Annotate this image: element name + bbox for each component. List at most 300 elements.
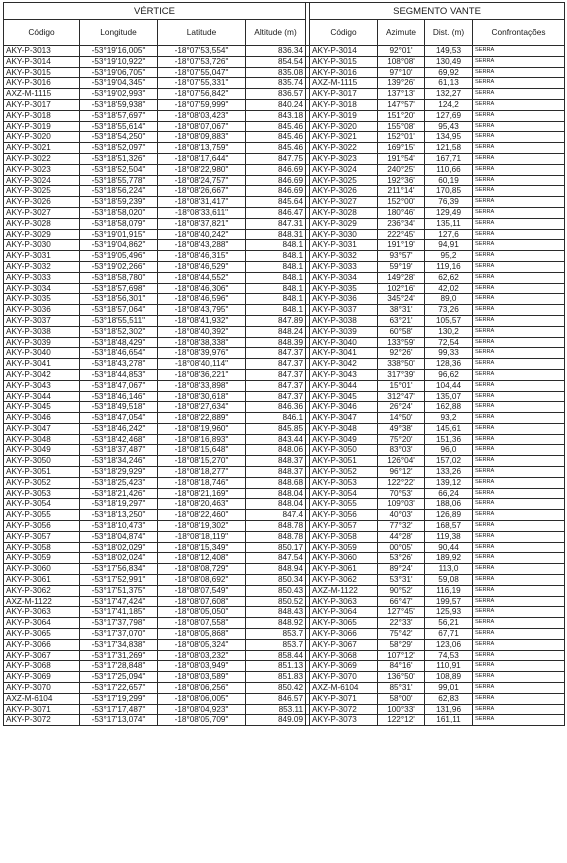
- cell-longitude: -53°19'06,705": [80, 67, 158, 78]
- cell-latitude: -18°07'59,999": [158, 99, 246, 110]
- table-row: [4, 553, 565, 564]
- cell-codigo: AKY-P-3067: [4, 650, 80, 661]
- cell-latitude: -18°08'05,709": [158, 715, 246, 726]
- cell-codigo-vante: AKY-P-3071: [310, 693, 378, 704]
- cell-codigo-vante: AKY-P-3025: [310, 175, 378, 186]
- cell-longitude: -53°17'37,798": [80, 618, 158, 629]
- cell-dist: 76,39: [425, 197, 473, 208]
- cell-dist: 62,83: [425, 693, 473, 704]
- table-body: [4, 46, 565, 726]
- cell-codigo: AKY-P-3015: [4, 67, 80, 78]
- cell-codigo-vante: AKY-P-3050: [310, 445, 378, 456]
- cell-latitude: -18°08'03,589": [158, 672, 246, 683]
- cell-codigo-vante: AKY-P-3054: [310, 488, 378, 499]
- cell-altitude: 848.1: [246, 305, 306, 316]
- table-row: [4, 272, 565, 283]
- cell-latitude: -18°08'18,746": [158, 477, 246, 488]
- cell-codigo-vante: AKY-P-3066: [310, 629, 378, 640]
- cell-altitude: 843.44: [246, 434, 306, 445]
- cell-latitude: -18°07'53,726": [158, 56, 246, 67]
- cell-codigo-vante: AKY-P-3021: [310, 132, 378, 143]
- cell-azimute: 00°05': [378, 542, 425, 553]
- cell-altitude: 848.1: [246, 294, 306, 305]
- cell-altitude: 848.78: [246, 521, 306, 532]
- table-row: [4, 650, 565, 661]
- cell-longitude: -53°18'04,874": [80, 531, 158, 542]
- cell-dist: 61,13: [425, 78, 473, 89]
- cell-codigo: AKY-P-3040: [4, 348, 80, 359]
- table-row: [4, 348, 565, 359]
- cell-azimute: 240°25': [378, 164, 425, 175]
- cell-codigo-vante: AKY-P-3045: [310, 391, 378, 402]
- cell-dist: 56,21: [425, 618, 473, 629]
- cell-dist: 134,95: [425, 132, 473, 143]
- cell-azimute: 169°15': [378, 143, 425, 154]
- cell-azimute: 236°34': [378, 218, 425, 229]
- table-row: [4, 143, 565, 154]
- table-row: [4, 575, 565, 586]
- cell-codigo-vante: AKY-P-3069: [310, 661, 378, 672]
- cell-latitude: -18°08'46,596": [158, 294, 246, 305]
- cell-dist: 127,69: [425, 110, 473, 121]
- cell-azimute: 53°26': [378, 553, 425, 564]
- cell-altitude: 847.4: [246, 510, 306, 521]
- table-row: [4, 715, 565, 726]
- table-row: [4, 391, 565, 402]
- cell-dist: 128,36: [425, 359, 473, 370]
- cell-latitude: -18°08'15,648": [158, 445, 246, 456]
- cell-longitude: -53°17'47,424": [80, 596, 158, 607]
- cell-longitude: -53°18'54,250": [80, 132, 158, 143]
- cell-dist: 199,57: [425, 596, 473, 607]
- cell-longitude: -53°18'29,929": [80, 467, 158, 478]
- table-row: [4, 521, 565, 532]
- cell-latitude: -18°08'22,889": [158, 413, 246, 424]
- table-row: [4, 672, 565, 683]
- cell-longitude: -53°19'01,915": [80, 229, 158, 240]
- table-row: [4, 607, 565, 618]
- cell-longitude: -53°19'16,005": [80, 46, 158, 57]
- cell-latitude: -18°08'43,795": [158, 305, 246, 316]
- cell-longitude: -53°17'56,834": [80, 564, 158, 575]
- cell-latitude: -18°08'06,256": [158, 683, 246, 694]
- col-header-confrontacoes: Confrontações: [473, 20, 565, 46]
- cell-confrontacao: SERRA: [473, 467, 565, 478]
- cell-codigo: AKY-P-3051: [4, 467, 80, 478]
- cell-codigo-vante: AXZ-M-1115: [310, 78, 378, 89]
- cell-altitude: 848.94: [246, 564, 306, 575]
- cell-codigo-vante: AKY-P-3053: [310, 477, 378, 488]
- cell-codigo: AKY-P-3039: [4, 337, 80, 348]
- cell-codigo: AKY-P-3028: [4, 218, 80, 229]
- cell-dist: 96,0: [425, 445, 473, 456]
- cell-latitude: -18°08'40,242": [158, 229, 246, 240]
- cell-codigo-vante: AKY-P-3032: [310, 251, 378, 262]
- cell-codigo: AKY-P-3071: [4, 704, 80, 715]
- cell-dist: 157,02: [425, 456, 473, 467]
- cell-longitude: -53°18'34,246": [80, 456, 158, 467]
- cell-latitude: -18°08'18,277": [158, 467, 246, 478]
- cell-longitude: -53°18'59,938": [80, 99, 158, 110]
- cell-longitude: -53°18'46,146": [80, 391, 158, 402]
- table-row: [4, 186, 565, 197]
- cell-dist: 105,57: [425, 315, 473, 326]
- cell-longitude: -53°17'22,657": [80, 683, 158, 694]
- cell-longitude: -53°18'58,020": [80, 207, 158, 218]
- cell-confrontacao: SERRA: [473, 305, 565, 316]
- cell-latitude: -18°08'04,923": [158, 704, 246, 715]
- cell-altitude: 848.24: [246, 326, 306, 337]
- cell-confrontacao: SERRA: [473, 348, 565, 359]
- cell-altitude: 850.42: [246, 683, 306, 694]
- cell-confrontacao: SERRA: [473, 564, 565, 575]
- table-row: [4, 153, 565, 164]
- table-row: [4, 510, 565, 521]
- cell-codigo: AKY-P-3064: [4, 618, 80, 629]
- cell-confrontacao: SERRA: [473, 326, 565, 337]
- cell-azimute: 15°01': [378, 380, 425, 391]
- cell-codigo: AKY-P-3043: [4, 380, 80, 391]
- table-row: [4, 326, 565, 337]
- cell-latitude: -18°08'15,270": [158, 456, 246, 467]
- cell-codigo: AKY-P-3047: [4, 423, 80, 434]
- cell-confrontacao: SERRA: [473, 715, 565, 726]
- cell-longitude: -53°18'56,224": [80, 186, 158, 197]
- cell-latitude: -18°08'33,898": [158, 380, 246, 391]
- cell-dist: 161,11: [425, 715, 473, 726]
- cell-dist: 74,53: [425, 650, 473, 661]
- cell-codigo-vante: AKY-P-3030: [310, 229, 378, 240]
- cell-codigo-vante: AKY-P-3063: [310, 596, 378, 607]
- table-row: [4, 197, 565, 208]
- cell-longitude: -53°18'55,614": [80, 121, 158, 132]
- cell-codigo-vante: AKY-P-3034: [310, 272, 378, 283]
- cell-latitude: -18°08'22,980": [158, 164, 246, 175]
- table-row: [4, 402, 565, 413]
- cell-latitude: -18°08'19,302": [158, 521, 246, 532]
- cell-longitude: -53°18'51,326": [80, 153, 158, 164]
- cell-confrontacao: SERRA: [473, 488, 565, 499]
- cell-azimute: 89°24': [378, 564, 425, 575]
- cell-confrontacao: SERRA: [473, 67, 565, 78]
- table-row: [4, 251, 565, 262]
- table-row: [4, 596, 565, 607]
- cell-confrontacao: SERRA: [473, 132, 565, 143]
- cell-confrontacao: SERRA: [473, 596, 565, 607]
- cell-azimute: 66°47': [378, 596, 425, 607]
- cell-dist: 110,66: [425, 164, 473, 175]
- cell-longitude: -53°18'37,487": [80, 445, 158, 456]
- cell-latitude: -18°08'33,611": [158, 207, 246, 218]
- col-header-codigo: Código: [4, 20, 80, 46]
- cell-codigo-vante: AKY-P-3036: [310, 294, 378, 305]
- cell-codigo-vante: AKY-P-3064: [310, 607, 378, 618]
- cell-dist: 168,57: [425, 521, 473, 532]
- cell-latitude: -18°08'07,558": [158, 618, 246, 629]
- cell-dist: 93,2: [425, 413, 473, 424]
- cell-altitude: 845.46: [246, 132, 306, 143]
- cell-dist: 113,0: [425, 564, 473, 575]
- cell-longitude: -53°17'51,375": [80, 585, 158, 596]
- cell-codigo-vante: AKY-P-3072: [310, 704, 378, 715]
- cell-altitude: 847.37: [246, 391, 306, 402]
- cell-confrontacao: SERRA: [473, 283, 565, 294]
- cell-confrontacao: SERRA: [473, 672, 565, 683]
- cell-codigo: AKY-P-3018: [4, 110, 80, 121]
- cell-longitude: -53°18'58,780": [80, 272, 158, 283]
- cell-codigo: AKY-P-3053: [4, 488, 80, 499]
- cell-confrontacao: SERRA: [473, 607, 565, 618]
- cell-codigo-vante: AKY-P-3059: [310, 542, 378, 553]
- cell-latitude: -18°08'30,618": [158, 391, 246, 402]
- cell-codigo-vante: AXZ-M-6104: [310, 683, 378, 694]
- cell-azimute: 92°01': [378, 46, 425, 57]
- cell-dist: 135,07: [425, 391, 473, 402]
- cell-altitude: 853.11: [246, 704, 306, 715]
- cell-codigo: AKY-P-3020: [4, 132, 80, 143]
- cell-dist: 89,0: [425, 294, 473, 305]
- cell-confrontacao: SERRA: [473, 164, 565, 175]
- cell-confrontacao: SERRA: [473, 413, 565, 424]
- cell-codigo-vante: AKY-P-3035: [310, 283, 378, 294]
- cell-azimute: 63°21': [378, 315, 425, 326]
- cell-longitude: -53°17'13,074": [80, 715, 158, 726]
- cell-altitude: 848.06: [246, 445, 306, 456]
- cell-altitude: 851.13: [246, 661, 306, 672]
- cell-latitude: -18°08'20,463": [158, 499, 246, 510]
- table-row: [4, 207, 565, 218]
- cell-codigo: AKY-P-3013: [4, 46, 80, 57]
- table-row: [4, 229, 565, 240]
- cell-longitude: -53°19'04,345": [80, 78, 158, 89]
- cell-codigo: AKY-P-3026: [4, 197, 80, 208]
- cell-azimute: 59°19': [378, 261, 425, 272]
- table-row: [4, 261, 565, 272]
- cell-codigo-vante: AKY-P-3070: [310, 672, 378, 683]
- cell-latitude: -18°08'15,349": [158, 542, 246, 553]
- cell-confrontacao: SERRA: [473, 629, 565, 640]
- cell-codigo-vante: AKY-P-3027: [310, 197, 378, 208]
- cell-azimute: 211°14': [378, 186, 425, 197]
- cell-longitude: -53°18'59,239": [80, 197, 158, 208]
- cell-codigo: AXZ-M-1115: [4, 89, 80, 100]
- cell-altitude: 849.09: [246, 715, 306, 726]
- cell-codigo: AKY-P-3014: [4, 56, 80, 67]
- table-row: [4, 46, 565, 57]
- cell-codigo-vante: AKY-P-3024: [310, 164, 378, 175]
- cell-altitude: 847.37: [246, 359, 306, 370]
- col-header-dist: Dist. (m): [425, 20, 473, 46]
- cell-longitude: -53°18'43,278": [80, 359, 158, 370]
- cell-confrontacao: SERRA: [473, 618, 565, 629]
- cell-altitude: 846.57: [246, 693, 306, 704]
- cell-longitude: -53°18'56,301": [80, 294, 158, 305]
- cell-codigo: AKY-P-3057: [4, 531, 80, 542]
- cell-longitude: -53°18'58,079": [80, 218, 158, 229]
- cell-longitude: -53°18'52,302": [80, 326, 158, 337]
- cell-latitude: -18°08'12,408": [158, 553, 246, 564]
- table-row: [4, 99, 565, 110]
- cell-azimute: 83°03': [378, 445, 425, 456]
- cell-altitude: 848.68: [246, 477, 306, 488]
- cell-codigo: AKY-P-3049: [4, 445, 80, 456]
- cell-azimute: 58°29': [378, 639, 425, 650]
- vertice-group-header: VÉRTICE: [4, 3, 306, 20]
- cell-altitude: 847.89: [246, 315, 306, 326]
- cell-azimute: 96°12': [378, 467, 425, 478]
- cell-altitude: 845.85: [246, 423, 306, 434]
- cell-azimute: 192°36': [378, 175, 425, 186]
- cell-confrontacao: SERRA: [473, 499, 565, 510]
- cell-codigo: AKY-P-3072: [4, 715, 80, 726]
- cell-codigo-vante: AKY-P-3029: [310, 218, 378, 229]
- cell-latitude: -18°08'05,868": [158, 629, 246, 640]
- cell-latitude: -18°08'22,460": [158, 510, 246, 521]
- table-row: [4, 110, 565, 121]
- cell-latitude: -18°08'05,050": [158, 607, 246, 618]
- cell-codigo: AKY-P-3055: [4, 510, 80, 521]
- cell-latitude: -18°08'21,169": [158, 488, 246, 499]
- cell-codigo: AXZ-M-6104: [4, 693, 80, 704]
- col-header-latitude: Latitude: [158, 20, 246, 46]
- cell-confrontacao: SERRA: [473, 294, 565, 305]
- cell-altitude: 846.69: [246, 186, 306, 197]
- cell-codigo: AKY-P-3034: [4, 283, 80, 294]
- table-row: [4, 456, 565, 467]
- cell-dist: 73,26: [425, 305, 473, 316]
- cell-dist: 170,85: [425, 186, 473, 197]
- cell-codigo: AKY-P-3021: [4, 143, 80, 154]
- cell-altitude: 848.78: [246, 531, 306, 542]
- table-row: [4, 240, 565, 251]
- cell-confrontacao: SERRA: [473, 315, 565, 326]
- cell-latitude: -18°08'31,417": [158, 197, 246, 208]
- cell-altitude: 850.34: [246, 575, 306, 586]
- cell-azimute: 151°20': [378, 110, 425, 121]
- cell-dist: 67,71: [425, 629, 473, 640]
- cell-longitude: -53°18'25,423": [80, 477, 158, 488]
- cell-azimute: 338°50': [378, 359, 425, 370]
- cell-azimute: 107°12': [378, 650, 425, 661]
- cell-azimute: 180°46': [378, 207, 425, 218]
- cell-confrontacao: SERRA: [473, 585, 565, 596]
- cell-codigo-vante: AKY-P-3038: [310, 315, 378, 326]
- cell-altitude: 846.36: [246, 402, 306, 413]
- table-row: [4, 661, 565, 672]
- cell-latitude: -18°08'36,221": [158, 369, 246, 380]
- cell-codigo: AKY-P-3046: [4, 413, 80, 424]
- cell-azimute: 139°26': [378, 78, 425, 89]
- cell-longitude: -53°19'02,266": [80, 261, 158, 272]
- segmento-group-header: SEGMENTO VANTE: [310, 3, 565, 20]
- cell-longitude: -53°18'48,429": [80, 337, 158, 348]
- vertices-table: [3, 2, 565, 726]
- cell-confrontacao: SERRA: [473, 359, 565, 370]
- cell-azimute: 49°38': [378, 423, 425, 434]
- cell-codigo: AKY-P-3045: [4, 402, 80, 413]
- cell-codigo: AKY-P-3023: [4, 164, 80, 175]
- cell-codigo-vante: AKY-P-3067: [310, 639, 378, 650]
- cell-azimute: 53°31': [378, 575, 425, 586]
- cell-azimute: 312°47': [378, 391, 425, 402]
- cell-dist: 94,91: [425, 240, 473, 251]
- table-row: [4, 359, 565, 370]
- cell-dist: 95,2: [425, 251, 473, 262]
- cell-longitude: -53°19'04,862": [80, 240, 158, 251]
- cell-azimute: 155°08': [378, 121, 425, 132]
- cell-dist: 90,44: [425, 542, 473, 553]
- cell-longitude: -53°18'02,024": [80, 553, 158, 564]
- table-row: [4, 531, 565, 542]
- cell-altitude: 846.1: [246, 413, 306, 424]
- table-row: [4, 369, 565, 380]
- cell-altitude: 850.43: [246, 585, 306, 596]
- cell-confrontacao: SERRA: [473, 704, 565, 715]
- cell-altitude: 858.44: [246, 650, 306, 661]
- cell-codigo-vante: AKY-P-3061: [310, 564, 378, 575]
- cell-dist: 130,2: [425, 326, 473, 337]
- cell-latitude: -18°07'55,331": [158, 78, 246, 89]
- cell-altitude: 845.64: [246, 197, 306, 208]
- cell-codigo-vante: AKY-P-3018: [310, 99, 378, 110]
- table-row: [4, 305, 565, 316]
- table-row: [4, 413, 565, 424]
- cell-confrontacao: SERRA: [473, 434, 565, 445]
- cell-latitude: -18°08'08,729": [158, 564, 246, 575]
- cell-confrontacao: SERRA: [473, 46, 565, 57]
- cell-codigo: AKY-P-3027: [4, 207, 80, 218]
- table-row: [4, 132, 565, 143]
- cell-altitude: 847.75: [246, 153, 306, 164]
- cell-altitude: 835.08: [246, 67, 306, 78]
- table-row: [4, 218, 565, 229]
- cell-longitude: -53°18'13,250": [80, 510, 158, 521]
- cell-dist: 66,24: [425, 488, 473, 499]
- cell-longitude: -53°18'02,029": [80, 542, 158, 553]
- cell-latitude: -18°08'06,005": [158, 693, 246, 704]
- cell-altitude: 835.74: [246, 78, 306, 89]
- cell-azimute: 191°19': [378, 240, 425, 251]
- cell-azimute: 108°08': [378, 56, 425, 67]
- cell-longitude: -53°19'05,496": [80, 251, 158, 262]
- cell-codigo: AKY-P-3029: [4, 229, 80, 240]
- cell-confrontacao: SERRA: [473, 456, 565, 467]
- table-row: [4, 315, 565, 326]
- cell-codigo-vante: AKY-P-3043: [310, 369, 378, 380]
- cell-azimute: 122°12': [378, 715, 425, 726]
- cell-azimute: 149°28': [378, 272, 425, 283]
- cell-confrontacao: SERRA: [473, 272, 565, 283]
- cell-latitude: -18°08'03,949": [158, 661, 246, 672]
- cell-altitude: 843.18: [246, 110, 306, 121]
- cell-altitude: 847.37: [246, 369, 306, 380]
- cell-codigo: AKY-P-3056: [4, 521, 80, 532]
- cell-codigo: AKY-P-3032: [4, 261, 80, 272]
- cell-azimute: 126°04': [378, 456, 425, 467]
- cell-longitude: -53°18'57,064": [80, 305, 158, 316]
- cell-longitude: -53°18'10,473": [80, 521, 158, 532]
- cell-dist: 135,11: [425, 218, 473, 229]
- cell-dist: 59,08: [425, 575, 473, 586]
- cell-confrontacao: SERRA: [473, 251, 565, 262]
- cell-confrontacao: SERRA: [473, 639, 565, 650]
- col-header-codigo-vante: Código: [310, 20, 378, 46]
- cell-codigo: AKY-P-3025: [4, 186, 80, 197]
- cell-latitude: -18°08'07,549": [158, 585, 246, 596]
- cell-dist: 132,27: [425, 89, 473, 100]
- table-row: [4, 693, 565, 704]
- cell-dist: 119,16: [425, 261, 473, 272]
